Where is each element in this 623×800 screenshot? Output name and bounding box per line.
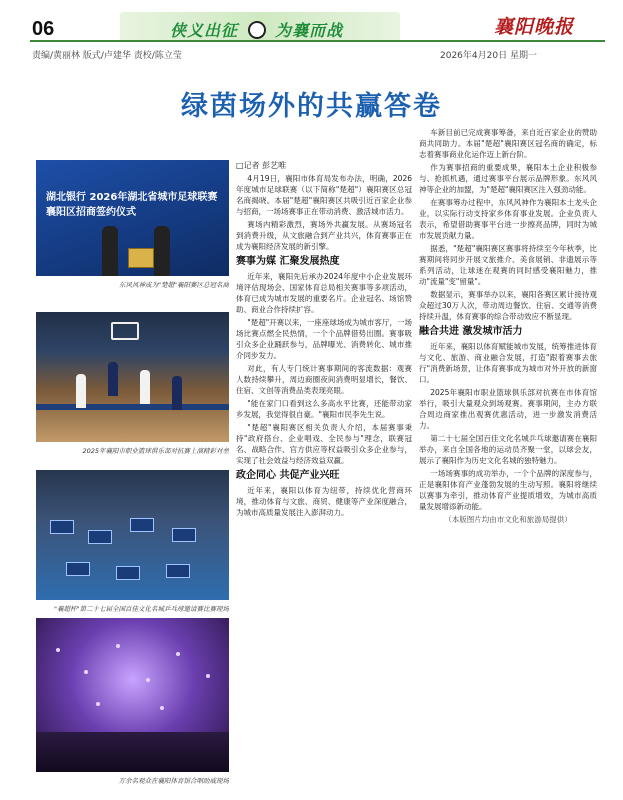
pingpong-table [116, 566, 140, 580]
paragraph: 数据显示，赛事举办以来，襄阳各赛区累计接待观众超过30万人次，带动周边餐饮、住宿、交通等消费持续升温，体育赛事的综合带动效应不断显现。 [419, 290, 597, 321]
banner-line-2: 襄阳区招商签约仪式 [46, 207, 136, 218]
light-stick [116, 644, 120, 648]
header-divider [30, 40, 605, 42]
football-icon [248, 21, 266, 39]
paragraph: 赛场内精彩激烈，赛场外共赢发展。从赛场冠名到消费升级，从文旅融合到产业共兴，体育赛事正在成为襄阳经济发展的新引擎。 [236, 220, 412, 251]
photo-concert-crowd [36, 618, 229, 772]
pingpong-table [50, 520, 74, 534]
paragraph: 车新目前已完成赛事筹备，来自近百家企业的赞助商共同助力。本届"楚超"襄阳赛区冠名商的确定，标志着赛事商业化运作迈上新台阶。 [419, 128, 597, 159]
paragraph: "楚超"襄阳赛区相关负责人介绍，本届赛事秉持"政府搭台、企业唱戏、全民参与"理念，联赛冠名、战略合作、官方供应等权益吸引众多企业参与，实现了社会效益与经济效益双赢。 [236, 423, 412, 465]
paragraph: 4月19日，襄阳市体育局发布办法，明确，2026年度城市足球联赛（以下简称"楚超"）襄阳赛区总冠名商揭晓。本届"楚超"襄阳赛区共吸引近百家企业参与招商，一场场赛事正在带动消费、激活城市活力。 [236, 174, 412, 216]
banner-line-1: 湖北银行 2026年湖北省城市足球联赛 [46, 192, 218, 203]
pingpong-table [166, 564, 190, 578]
award-plaque [128, 248, 154, 268]
player-figure [172, 376, 182, 410]
photo-table-tennis [36, 470, 229, 600]
paragraph: 一场场赛事的成功举办，一个个品牌的深度参与，正是襄阳体育产业蓬勃发展的生动写照。襄阳将继续以赛事为牵引，推动体育产业提质增效，为城市高质量发展增添新动能。 [419, 469, 597, 511]
photo-signing-ceremony [36, 160, 229, 276]
ad-board [36, 404, 229, 410]
paragraph: 近年来，襄阳先后承办2024年度中小企业发展环境评估现场会、国家体育总局相关赛事等多项活动，体育已成为城市发展的重要名片。企业冠名、场馆赞助、商业合作持续扩容。 [236, 272, 412, 314]
page-title: 绿茵场外的共赢答卷 [181, 91, 442, 122]
paragraph: 近年来，襄阳以体育赋能城市发展，统筹推进体育与文化、旅游、商业融合发展，打造"跟着赛事去旅行"消费新场景，让体育赛事成为城市对外开放的新窗口。 [419, 342, 597, 384]
photo-basketball-game [36, 312, 229, 442]
light-stick [160, 706, 164, 710]
pingpong-table [66, 562, 90, 576]
slogan-part1: 侠义出征 [170, 21, 239, 40]
page-header [0, 0, 623, 68]
paragraph: 据悉，"楚超"襄阳赛区赛事将持续至今年秋季，比赛期间将同步开展文旅推介、美食展销、非遗展示等系列活动，让球迷在观赛的同时感受襄阳魅力，推动"流量"变"留量"。 [419, 244, 597, 286]
paragraph: 在赛事筹办过程中，东风风神作为襄阳本土龙头企业，以实际行动支持家乡体育事业发展。企业负责人表示，希望借助赛事平台进一步擦亮品牌，同时为城市发展贡献力量。 [419, 198, 597, 240]
paragraph: "能在家门口看到这么多高水平比赛，还能带动家乡发展，我觉得很自豪。"襄阳市民李先生说。 [236, 399, 412, 419]
player-figure [108, 362, 118, 396]
paragraph: 对此，有人专门统计赛事期间的客流数据：观赛人数持续攀升，周边商圈夜间消费明显增长，餐饮、住宿、文创等消费品类表现亮眼。 [236, 364, 412, 395]
light-stick [84, 670, 88, 674]
paragraph: "楚超"开赛以来，一座座球场成为城市客厅，一场场比赛点燃全民热情，一个个品牌借势出圈。赛事吸引众多企业踊跃参与，品牌曝光、消费转化、城市推介同步发力。 [236, 318, 412, 360]
section-heading: 融合共进 激发城市活力 [419, 326, 523, 337]
person-figure [154, 226, 170, 276]
paragraph: 近年来，襄阳以体育为纽带，持续优化营商环境，推动体育与文旅、商贸、健康等产业深度融合，为城市高质量发展注入澎湃动力。 [236, 486, 412, 517]
basketball-hoop [111, 322, 139, 340]
player-figure [76, 374, 86, 408]
light-stick [206, 674, 210, 678]
crowd-silhouette [36, 732, 229, 772]
person-figure [102, 226, 118, 276]
byline: □记者 彭艺唯 [236, 161, 287, 170]
photo-credit-note: （本版图片均由市文化和旅游局提供） [444, 515, 572, 524]
editor-credits: 责编/黄丽林 版式/卢建华 责校/陈立莹 [32, 51, 182, 61]
photo-caption: 2025年襄阳市职业篮球俱乐部对抗赛上演精彩对垒 [82, 447, 229, 455]
pingpong-table [172, 528, 196, 542]
photo-caption: 万余名观众在襄阳体育馆合唱助威现场 [118, 777, 229, 785]
article-column-2 [236, 160, 412, 782]
light-stick [176, 652, 180, 656]
paragraph: 2025年襄阳市职业篮球俱乐部对抗赛在市体育馆举行，吸引大量观众到场观赛。赛事期间，主办方联合周边商家推出观赛优惠活动，进一步激发消费活力。 [419, 388, 597, 430]
section-slogan [170, 18, 343, 41]
light-stick [56, 648, 60, 652]
slogan-part2: 为襄而战 [275, 21, 344, 40]
issue-date: 2026年4月20日 星期一 [440, 51, 537, 61]
newspaper-logo: 襄阳晚报 [494, 16, 575, 38]
paragraph: 作为赛事招商的重要成果，襄阳本土企业积极参与、抢抓机遇，通过赛事平台展示品牌形象。东风风神等企业的加盟，为"楚超"襄阳赛区注入强劲动能。 [419, 163, 597, 194]
photo-caption: 东风风神成为"楚超"襄阳赛区总冠名商 [119, 281, 229, 289]
section-heading: 政企同心 共促产业兴旺 [236, 470, 340, 481]
light-stick [96, 702, 100, 706]
pingpong-table [88, 530, 112, 544]
pingpong-table [130, 518, 154, 532]
light-stick [146, 678, 150, 682]
photo-caption: "襄超杯"第二十七届全国百佳文化名城乒乓球邀请赛比赛现场 [54, 605, 229, 613]
page-number: 06 [32, 18, 55, 40]
article-column-3 [419, 127, 597, 782]
section-heading: 赛事为媒 汇聚发展热度 [236, 256, 340, 267]
ceremony-banner [46, 190, 226, 220]
player-figure [140, 370, 150, 404]
paragraph: 第二十七届全国百佳文化名城乒乓球邀请赛在襄阳举办，来自全国各地的运动员齐聚一堂，以球会友，展示了襄阳作为历史文化名城的独特魅力。 [419, 434, 597, 465]
